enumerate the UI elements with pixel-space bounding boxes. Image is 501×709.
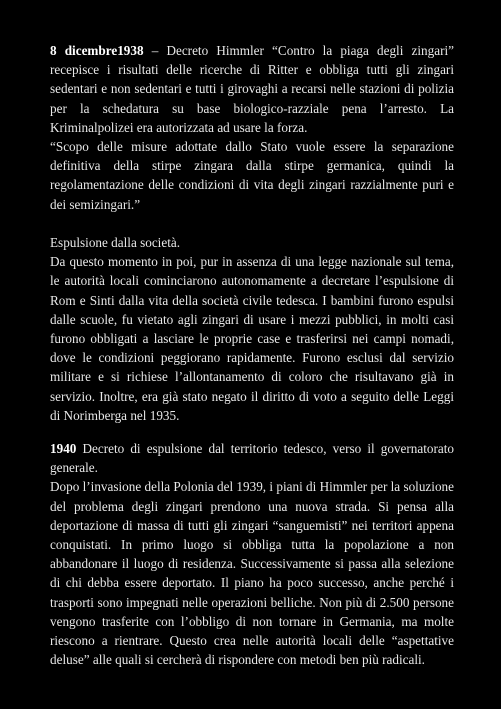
paragraph-1940-decree [50, 439, 454, 477]
spacer [50, 425, 454, 439]
decree-1938-text: – Decreto Himmler “Contro la piaga degli zingari” recepisce i risultati delle ricerche di Ritter e obbliga tutti gli zingari sedentari e non sedentari e tutti i girovaghi a recarsi nelle stazioni di polizia per la schedatura su base biologico-razziale pena l’arresto. La Kriminalpolizei era autorizzata ad usare la forza. [50, 43, 454, 135]
date-1940: 1940 [50, 441, 77, 457]
decree-1940-text: Decreto di espulsione dal territorio tedesco, verso il governatorato generale. [50, 441, 454, 476]
section-heading-expulsion: Espulsione dalla società. [50, 235, 181, 251]
spacer [50, 214, 454, 233]
quote-1938: “Scopo delle misure adottate dallo Stato vuole essere la separazione definitiva della stirpe zingara dalla stirpe germanica, quindi la regolamentazione delle condizioni di vita degli zingari razzialmente puri e dei semizingari.” [50, 139, 454, 212]
text-column [50, 41, 454, 669]
paragraph-expulsion: Da questo momento in poi, pur in assenza di una legge nazionale sul tema, le autorità locali cominciarono autonomamente a decretare l’espulsione di Rom e Sinti dalla vita della società civile tedesca. I bambini furono espulsi dalle scuole, fu vietato agli zingari di usare i mezzi pubblici, in molti casi furono obbligati a lasciare le proprie case e trasferirsi nei campi nomadi, dove le condizioni peggiorano rapidamente. Furono esclusi dal servizio militare e si richiese l’allontanamento di coloro che risultavano già in servizio. Inoltre, era già stato negato il diritto di voto a seguito delle Leggi di Norimberga nel 1935. [50, 254, 454, 423]
paragraph-1938-decree [50, 41, 454, 137]
date-1938: 8 dicembre1938 [50, 43, 144, 58]
paragraph-1940-body: Dopo l’invasione della Polonia del 1939, i piani di Himmler per la soluzione del problema degli zingari prendono una nuova strada. Si pensa alla deportazione di massa di tutti gli zingari “sanguemisti” nei territori appena conquistati. In primo luogo si obbliga tutta la popolazione a non abbandonare il luogo di residenza. Successivamente si passa alla selezione di chi debba essere deportato. Il piano ha poco successo, anche perché i trasporti sono impegnati nelle operazioni belliche. Non più di 2.500 persone vengono trasferite con l’obbligo di non tornare in Germania, ma molte riescono a rientrare. Questo crea nelle autorità locali delle “aspettative deluse” alle quali si cercherà di rispondere con metodi ben più radicali. [50, 479, 454, 668]
